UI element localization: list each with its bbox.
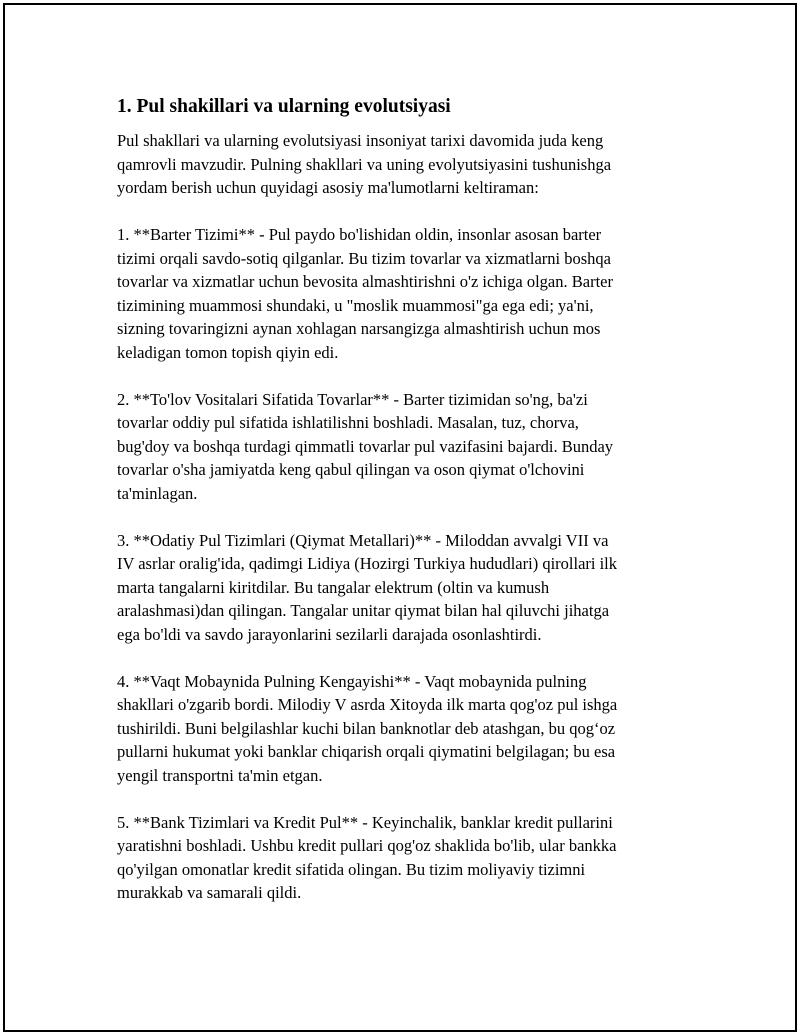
paragraph-metal-coins: 3. **Odatiy Pul Tizimlari (Qiymat Metallari)** - Miloddan avvalgi VII va IV asrlar oralig'ida, qadimgi Lidiya (Hozirgi Turkiya hududlari) qirollari ilk marta tangalarni kiritdilar. Bu tangalar elektrum (oltin va kumush aralashmasi)dan qilingan. Tangalar unitar qiymat bilan hal qiluvchi jihatga ega bo'ldi va savdo jarayonlarini sezilarli darajada osonlashtirdi. (117, 530, 618, 644)
paragraph-paper-money: 4. **Vaqt Mobaynida Pulning Kengayishi** - Vaqt mobaynida pulning shakllari o'zgarib bordi. Milodiy V asrda Xitoyda ilk marta qog'oz pul ishga tushirildi. Buni belgilashlar kuchi bilan banknotlar deb atashgan, bu qog‘oz pullarni hukumat yoki banklar chiqarish orqali qiymatini belgilagan; bu esa yengil transportni ta'min etgan. (117, 671, 618, 785)
paragraph-intro: Pul shakllari va ularning evolutsiyasi insoniyat tarixi davomida juda keng qamrovli mavzudir. Pulning shakllari va uning evolyutsiyasini tushunishga yordam berish uchun quyidagi asosiy ma'lumotlarni keltiraman: (117, 131, 612, 197)
paragraph-credit-money: 5. **Bank Tizimlari va Kredit Pul** - Keyinchalik, banklar kredit pullarini yaratishni boshladi. Ushbu kredit pullari qog'oz shaklida bo'lib, ular bankka qo'yilgan omonatlar kredit sifatida olingan. Bu tizim moliyaviy tizimni murakkab va samarali qildi. (117, 812, 617, 902)
document-title: 1. Pul shakillari va ularning evolutsiyasi (117, 96, 451, 117)
paragraph-commodity-money: 2. **To'lov Vositalari Sifatida Tovarlar** - Barter tizimidan so'ng, ba'zi tovarlar oddiy pul sifatida ishlatilishni boshladi. Masalan, tuz, chorva, bug'doy va boshqa turdagi qimmatli tovarlar pul vazifasini bajardi. Bunday tovarlar o'sha jamiyatda keng qabul qilingan va oson qiymat o'lchovini ta'minlagan. (117, 389, 614, 503)
document-body (117, 94, 691, 905)
paragraph-barter-system: 1. **Barter Tizimi** - Pul paydo bo'lishidan oldin, insonlar asosan barter tizimi orqali savdo-sotiq qilganlar. Bu tizim tovarlar va xizmatlarni boshqa tovarlar va xizmatlar uchun bevosita almashtirishni o'z ichiga olgan. Barter tizimining muammosi shundaki, u "moslik muammosi"ga ega edi; ya'ni, sizning tovaringizni aynan xohlagan narsangizga almashtirish uchun mos keladigan tomon topish qiyin edi. (117, 225, 613, 362)
